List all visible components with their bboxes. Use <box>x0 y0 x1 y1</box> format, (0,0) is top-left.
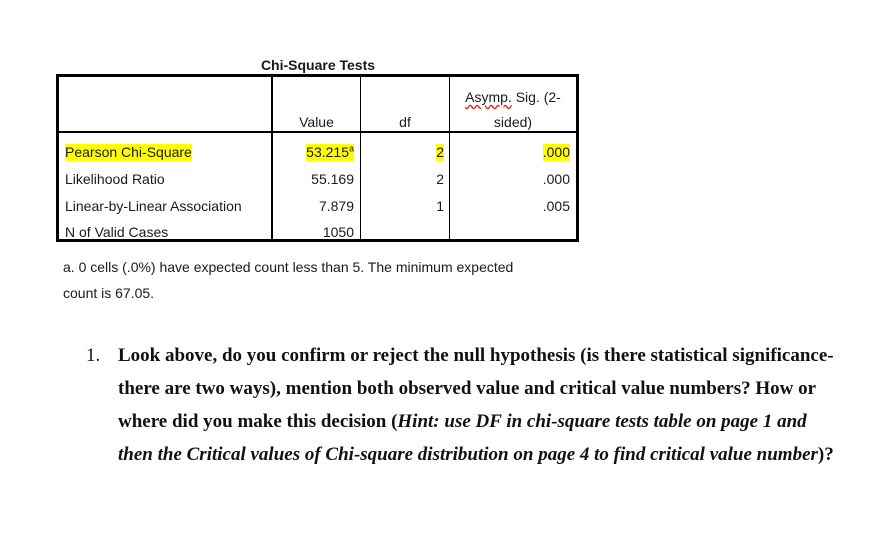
question-hint: Hint: use DF in chi-square tests table on page 1 and then the Critical values of Chi-square distribution on page 4 to find critical value number <box>118 411 818 465</box>
table-footnote <box>63 254 583 306</box>
footnote-line-1: a. 0 cells (.0%) have expected count less than 5. The minimum expected <box>63 259 514 275</box>
pearson-value: 53.215 <box>306 144 349 160</box>
header-asymp-sig <box>450 89 576 106</box>
chi-square-table <box>56 74 579 242</box>
question-text-end: )? <box>817 444 834 465</box>
row-df-pearson: 2 <box>436 144 444 160</box>
header-df: df <box>399 114 411 130</box>
question-text <box>118 339 846 471</box>
row-df-linear: 1 <box>436 198 444 214</box>
row-label-valid-cases: N of Valid Cases <box>65 224 169 240</box>
row-sig-likelihood: .000 <box>542 171 570 187</box>
row-label-pearson: Pearson Chi-Square <box>65 144 192 160</box>
question-number: 1. <box>86 345 101 366</box>
row-df-likelihood: 2 <box>436 171 444 187</box>
header-asymp-rest: Sig. (2- <box>511 89 561 105</box>
header-value: Value <box>299 114 334 130</box>
column-divider <box>360 77 361 239</box>
header-asymp-sig-line2: sided) <box>493 114 533 130</box>
row-value-linear: 7.879 <box>318 198 354 214</box>
row-sig-linear: .005 <box>542 198 570 214</box>
row-label-likelihood: Likelihood Ratio <box>65 171 165 187</box>
row-sig-pearson: .000 <box>542 144 570 160</box>
spellcheck-word: Asymp. <box>465 89 512 105</box>
table-title: Chi-Square Tests <box>260 57 376 73</box>
header-divider <box>59 131 576 133</box>
question-text-main: Look above, do you confirm or reject the null hypothesis (is there statistical significance-there are two ways), mention both observed value and critical value numbers? How or where did you make this decision ( <box>118 345 834 432</box>
footnote-marker: a <box>348 143 354 154</box>
row-value-valid-cases: 1050 <box>322 224 354 240</box>
row-value-likelihood: 55.169 <box>311 171 354 187</box>
question-item <box>86 339 846 471</box>
column-divider <box>271 77 273 239</box>
footnote-line-2: count is 67.05. <box>63 285 155 301</box>
row-label-linear: Linear-by-Linear Association <box>65 198 242 214</box>
row-value-pearson <box>306 144 354 161</box>
